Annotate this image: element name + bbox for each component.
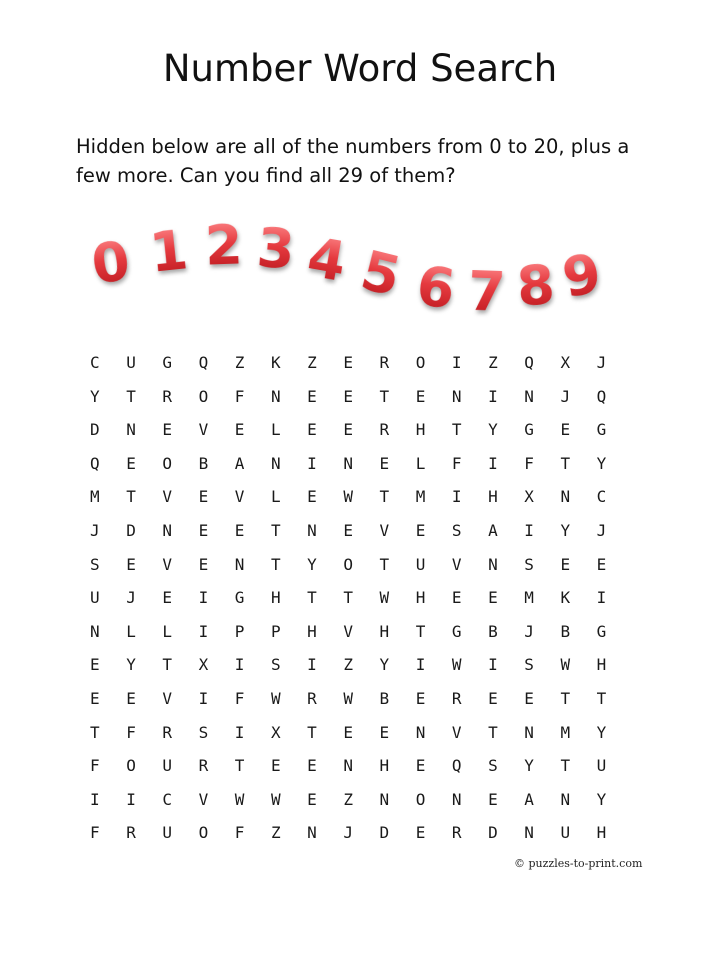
grid-letter: R	[379, 420, 390, 440]
grid-letter: Y	[560, 520, 571, 540]
grid-letter: N	[524, 722, 534, 742]
grid-letter: Y	[307, 554, 317, 574]
grid-letter: O	[343, 554, 353, 574]
grid-letter: J	[596, 520, 607, 540]
digit-1: 1	[146, 218, 191, 285]
grid-letter: G	[524, 420, 534, 440]
grid-letter: Q	[451, 756, 462, 776]
grid-letter: S	[198, 722, 209, 742]
digit-5: 5	[355, 238, 407, 309]
grid-letter: I	[488, 453, 498, 473]
grid-letter: A	[234, 453, 245, 473]
instructions-line-2: few more. Can you find all 29 of them?	[76, 164, 456, 187]
grid-letter: T	[307, 588, 317, 608]
grid-letter: E	[343, 520, 353, 540]
grid-letter: R	[162, 386, 173, 406]
grid-letter: S	[451, 520, 462, 540]
grid-letter: K	[560, 588, 571, 608]
grid-letter: G	[234, 588, 245, 608]
grid-letter: J	[343, 823, 353, 843]
grid-letter: F	[524, 453, 534, 473]
grid-letter: I	[198, 688, 209, 708]
grid-letter: T	[234, 756, 245, 776]
grid-letter: C	[162, 789, 173, 809]
grid-letter: H	[379, 621, 390, 641]
grid-letter: E	[560, 554, 571, 574]
grid-letter: R	[451, 688, 462, 708]
grid-letter: W	[270, 789, 281, 809]
instructions	[76, 132, 676, 190]
grid-letter: F	[90, 823, 100, 843]
digit-0: 0	[87, 228, 134, 297]
grid-letter: V	[451, 554, 462, 574]
grid-letter: N	[90, 621, 100, 641]
grid-letter: W	[343, 688, 353, 708]
grid-letter: B	[488, 621, 498, 641]
grid-letter: T	[90, 722, 100, 742]
grid-letter: N	[126, 420, 136, 440]
grid-letter: E	[488, 789, 498, 809]
grid-letter: C	[596, 487, 607, 507]
grid-letter: E	[415, 520, 426, 540]
grid-letter: T	[560, 688, 571, 708]
grid-letter: L	[270, 420, 281, 440]
grid-letter: V	[162, 487, 173, 507]
grid-letter: T	[379, 554, 390, 574]
grid-letter: W	[343, 487, 353, 507]
grid-letter: Z	[270, 823, 281, 843]
word-search-grid	[90, 346, 620, 850]
grid-letter: G	[162, 353, 173, 372]
grid-letter: K	[270, 353, 281, 372]
grid-letter: M	[90, 487, 100, 507]
grid-letter: V	[198, 789, 209, 809]
grid-letter: X	[270, 722, 281, 742]
grid-letter: Q	[90, 453, 100, 473]
digit-6: 6	[412, 253, 459, 322]
grid-letter: I	[307, 453, 317, 473]
grid-letter: M	[524, 588, 534, 608]
grid-letter: V	[162, 688, 173, 708]
grid-letter: E	[234, 420, 245, 440]
grid-letter: X	[198, 655, 209, 675]
grid-letter: F	[90, 756, 100, 776]
grid-letter: I	[488, 655, 498, 675]
grid-letter: E	[198, 554, 209, 574]
grid-letter: O	[415, 353, 426, 372]
grid-letter: H	[596, 655, 607, 675]
grid-letter: J	[596, 353, 607, 372]
grid-letter: E	[162, 588, 173, 608]
grid-letter: V	[162, 554, 173, 574]
grid-letter: G	[596, 420, 607, 440]
grid-letter: R	[307, 688, 317, 708]
grid-letter: E	[126, 688, 136, 708]
grid-letter: V	[198, 420, 209, 440]
copyright-credit: © puzzles-to-print.com	[514, 857, 643, 870]
grid-letter: I	[524, 520, 534, 540]
grid-letter: T	[126, 487, 136, 507]
grid-letter: L	[415, 453, 426, 473]
grid-letter: V	[451, 722, 462, 742]
grid-letter: E	[343, 386, 353, 406]
digit-4: 4	[302, 225, 351, 294]
digit-2: 2	[203, 213, 244, 278]
grid-letter: Z	[234, 353, 245, 372]
grid-letter: T	[307, 722, 317, 742]
grid-letter: D	[488, 823, 498, 843]
grid-letter: N	[343, 453, 353, 473]
grid-letter: S	[524, 554, 534, 574]
grid-letter: Q	[596, 386, 607, 406]
grid-letter: N	[234, 554, 245, 574]
grid-letter: J	[524, 621, 534, 641]
grid-letter: E	[343, 722, 353, 742]
grid-letter: I	[451, 487, 462, 507]
grid-letter: O	[415, 789, 426, 809]
grid-letter: T	[451, 420, 462, 440]
grid-letter: N	[560, 789, 571, 809]
grid-letter: I	[198, 588, 209, 608]
grid-letter: N	[560, 487, 571, 507]
grid-letter: H	[307, 621, 317, 641]
grid-letter: T	[415, 621, 426, 641]
grid-letter: E	[162, 420, 173, 440]
grid-letter: T	[379, 487, 390, 507]
grid-letter: U	[162, 823, 173, 843]
grid-letter: I	[126, 789, 136, 809]
grid-letter: Z	[307, 353, 317, 372]
grid-letter: I	[234, 722, 245, 742]
grid-letter: W	[234, 789, 245, 809]
grid-letter: N	[162, 520, 173, 540]
grid-letter: F	[234, 688, 245, 708]
grid-letter: I	[90, 789, 100, 809]
grid-letter: Y	[488, 420, 498, 440]
grid-letter: E	[90, 688, 100, 708]
grid-letter: N	[307, 520, 317, 540]
grid-letter: Z	[343, 789, 353, 809]
grid-letter: H	[379, 756, 390, 776]
grid-letter: E	[307, 487, 317, 507]
grid-letter: I	[234, 655, 245, 675]
grid-letter: N	[488, 554, 498, 574]
grid-letter: E	[270, 756, 281, 776]
grid-letter: E	[307, 756, 317, 776]
grid-letter: Y	[596, 453, 607, 473]
grid-letter: U	[560, 823, 571, 843]
grid-letter: H	[270, 588, 281, 608]
grid-letter: L	[126, 621, 136, 641]
grid-letter: Y	[90, 386, 100, 406]
grid-letter: E	[379, 453, 390, 473]
grid-letter: E	[379, 722, 390, 742]
grid-letter: E	[415, 756, 426, 776]
grid-letter: E	[307, 789, 317, 809]
grid-letter: S	[270, 655, 281, 675]
grid-letter: C	[90, 353, 100, 372]
digit-7: 7	[466, 259, 507, 324]
grid-letter: Y	[126, 655, 136, 675]
grid-letter: E	[488, 588, 498, 608]
grid-letter: F	[234, 386, 245, 406]
grid-letter: G	[596, 621, 607, 641]
grid-letter: N	[307, 823, 317, 843]
grid-letter: E	[307, 420, 317, 440]
grid-letter: W	[270, 688, 281, 708]
grid-letter: E	[126, 554, 136, 574]
grid-letter: I	[415, 655, 426, 675]
grid-letter: I	[488, 386, 498, 406]
grid-letter: E	[126, 453, 136, 473]
grid-letter: W	[560, 655, 571, 675]
grid-letter: R	[379, 353, 390, 372]
grid-letter: Y	[524, 756, 534, 776]
grid-letter: S	[524, 655, 534, 675]
grid-letter: N	[451, 386, 462, 406]
grid-letter: E	[343, 420, 353, 440]
grid-letter: T	[560, 756, 571, 776]
grid-letter: P	[234, 621, 245, 641]
grid-letter: W	[451, 655, 462, 675]
grid-letter: O	[162, 453, 173, 473]
grid-letter: N	[343, 756, 353, 776]
grid-letter: R	[126, 823, 136, 843]
grid-letter: E	[415, 688, 426, 708]
digit-8: 8	[514, 252, 557, 319]
grid-letter: T	[343, 588, 353, 608]
grid-letter: S	[488, 756, 498, 776]
grid-letter: U	[596, 756, 607, 776]
grid-letter: E	[560, 420, 571, 440]
grid-letter: M	[560, 722, 571, 742]
grid-letter: J	[126, 588, 136, 608]
grid-letter: N	[451, 789, 462, 809]
grid-letter: F	[451, 453, 462, 473]
grid-letter: T	[162, 655, 173, 675]
grid-letter: H	[415, 588, 426, 608]
grid-letter: Y	[596, 722, 607, 742]
grid-letter: E	[198, 520, 209, 540]
grid-letter: V	[234, 487, 245, 507]
grid-letter: E	[524, 688, 534, 708]
grid-letter: T	[379, 386, 390, 406]
grid-letter: E	[198, 487, 209, 507]
grid-letter: Z	[343, 655, 353, 675]
grid-letter: N	[415, 722, 426, 742]
grid-letter: I	[451, 353, 462, 372]
grid-letter: Y	[379, 655, 390, 675]
grid-letter: E	[451, 588, 462, 608]
grid-letter: D	[126, 520, 136, 540]
grid-letter: H	[596, 823, 607, 843]
grid-letter: N	[524, 386, 534, 406]
grid-letter: X	[560, 353, 571, 372]
grid-letter: R	[162, 722, 173, 742]
grid-letter: N	[379, 789, 390, 809]
grid-letter: N	[270, 453, 281, 473]
grid-letter: V	[343, 621, 353, 641]
grid-letter: X	[524, 487, 534, 507]
grid-letter: E	[234, 520, 245, 540]
grid-letter: S	[90, 554, 100, 574]
digit-9: 9	[557, 241, 606, 310]
grid-letter: G	[451, 621, 462, 641]
grid-letter: B	[379, 688, 390, 708]
grid-letter: Q	[198, 353, 209, 372]
grid-letter: J	[560, 386, 571, 406]
grid-letter: P	[270, 621, 281, 641]
grid-letter: Z	[488, 353, 498, 372]
instructions-line-1: Hidden below are all of the numbers from 0 to 20, plus a	[76, 135, 630, 158]
grid-letter: I	[307, 655, 317, 675]
grid-letter: Y	[596, 789, 607, 809]
grid-letter: N	[270, 386, 281, 406]
grid-letter: R	[198, 756, 209, 776]
grid-letter: A	[524, 789, 534, 809]
grid-letter: B	[198, 453, 209, 473]
digit-3: 3	[254, 215, 297, 282]
grid-letter: M	[415, 487, 426, 507]
grid-letter: E	[415, 386, 426, 406]
grid-letter: H	[415, 420, 426, 440]
grid-letter: E	[343, 353, 353, 372]
grid-letter: D	[379, 823, 390, 843]
grid-letter: N	[524, 823, 534, 843]
grid-letter: T	[596, 688, 607, 708]
grid-letter: U	[415, 554, 426, 574]
grid-letter: F	[234, 823, 245, 843]
grid-letter: H	[488, 487, 498, 507]
grid-letter: L	[162, 621, 173, 641]
grid-letter: A	[488, 520, 498, 540]
grid-letter: O	[198, 386, 209, 406]
grid-letter: R	[451, 823, 462, 843]
grid-letter: T	[126, 386, 136, 406]
grid-letter: T	[270, 554, 281, 574]
grid-letter: E	[415, 823, 426, 843]
grid-letter: B	[560, 621, 571, 641]
grid-letter: I	[596, 588, 607, 608]
grid-letter: J	[90, 520, 100, 540]
grid-letter: L	[270, 487, 281, 507]
grid-letter: U	[90, 588, 100, 608]
grid-letter: Q	[524, 353, 534, 372]
grid-letter: U	[162, 756, 173, 776]
grid-letter: T	[488, 722, 498, 742]
grid-letter: F	[126, 722, 136, 742]
grid-letter: O	[198, 823, 209, 843]
grid-letter: W	[379, 588, 390, 608]
grid-letter: E	[488, 688, 498, 708]
grid-letter: E	[90, 655, 100, 675]
grid-letter: V	[379, 520, 390, 540]
grid-letter: T	[270, 520, 281, 540]
grid-letter: I	[198, 621, 209, 641]
grid-letter: O	[126, 756, 136, 776]
grid-letter: E	[596, 554, 607, 574]
grid-letter: U	[126, 353, 136, 372]
grid-letter: E	[307, 386, 317, 406]
grid-letter: T	[560, 453, 571, 473]
grid-letter: D	[90, 420, 100, 440]
page-title: Number Word Search	[162, 47, 558, 90]
